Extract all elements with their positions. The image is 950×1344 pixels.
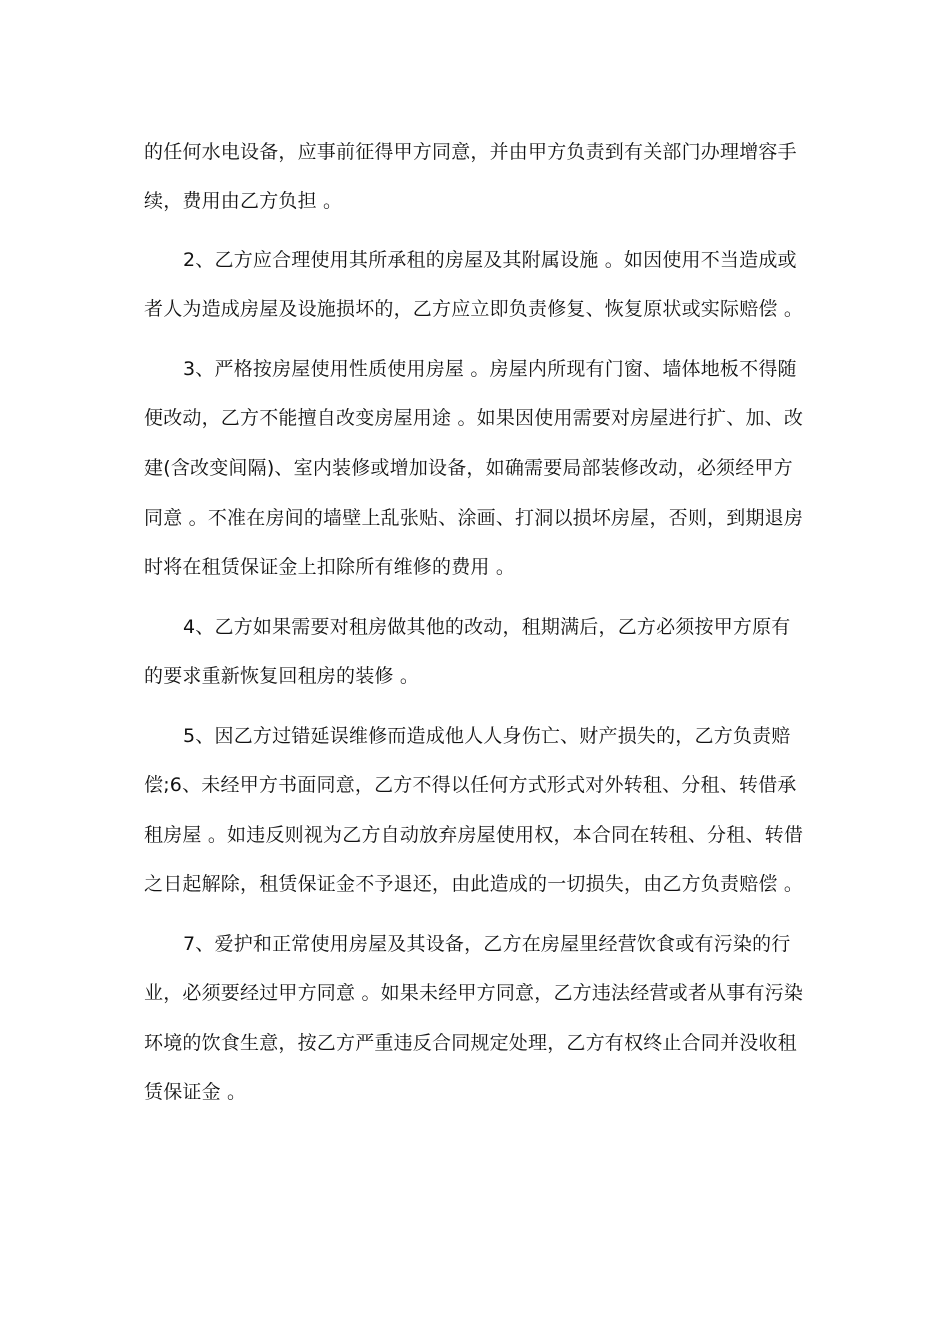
paragraph-start-line: 5、因乙方过错延误维修而造成他人人身伤亡、财产损失的，乙方负责赔	[183, 725, 791, 747]
text-line: 赁保证金 。	[144, 1081, 247, 1103]
text-line: 之日起解除，租赁保证金不予退还，由此造成的一切损失，由乙方负责赔偿 。	[144, 873, 804, 895]
paragraph-start-line: 2、乙方应合理使用其所承租的房屋及其附属设施 。如因使用不当造成或	[183, 249, 797, 271]
text-line: 时将在租赁保证金上扣除所有维修的费用 。	[144, 556, 516, 578]
paragraph-start-line: 4、乙方如果需要对租房做其他的改动，租期满后，乙方必须按甲方原有	[183, 616, 791, 638]
paragraph-start-line: 3、严格按房屋使用性质使用房屋 。房屋内所现有门窗、墙体地板不得随	[183, 358, 797, 380]
text-line: 同意 。不准在房间的墙壁上乱张贴、涂画、打洞以损坏房屋，否则，到期退房	[144, 507, 804, 529]
text-line: 的要求重新恢复回租房的装修 。	[144, 665, 420, 687]
text-line: 偿;6、未经甲方书面同意，乙方不得以任何方式形式对外转租、分租、转借承	[144, 774, 797, 796]
text-line: 续，费用由乙方负担 。	[144, 190, 343, 212]
text-line: 的任何水电设备，应事前征得甲方同意，并由甲方负责到有关部门办理增容手	[144, 141, 797, 163]
text-line: 业，必须要经过甲方同意 。如果未经甲方同意，乙方违法经营或者从事有污染	[144, 982, 804, 1004]
text-line: 便改动，乙方不能擅自改变房屋用途 。如果因使用需要对房屋进行扩、加、改	[144, 407, 804, 429]
text-line: 环境的饮食生意，按乙方严重违反合同规定处理，乙方有权终止合同并没收租	[144, 1032, 797, 1054]
text-line: 者人为造成房屋及设施损坏的，乙方应立即负责修复、恢复原状或实际赔偿 。	[144, 298, 804, 320]
text-line: 租房屋 。如违反则视为乙方自动放弃房屋使用权，本合同在转租、分租、转借	[144, 824, 804, 846]
paragraph-start-line: 7、爱护和正常使用房屋及其设备，乙方在房屋里经营饮食或有污染的行	[183, 933, 791, 955]
text-line: 建(含改变间隔)、室内装修或增加设备，如确需要局部装修改动，必须经甲方	[144, 457, 793, 479]
